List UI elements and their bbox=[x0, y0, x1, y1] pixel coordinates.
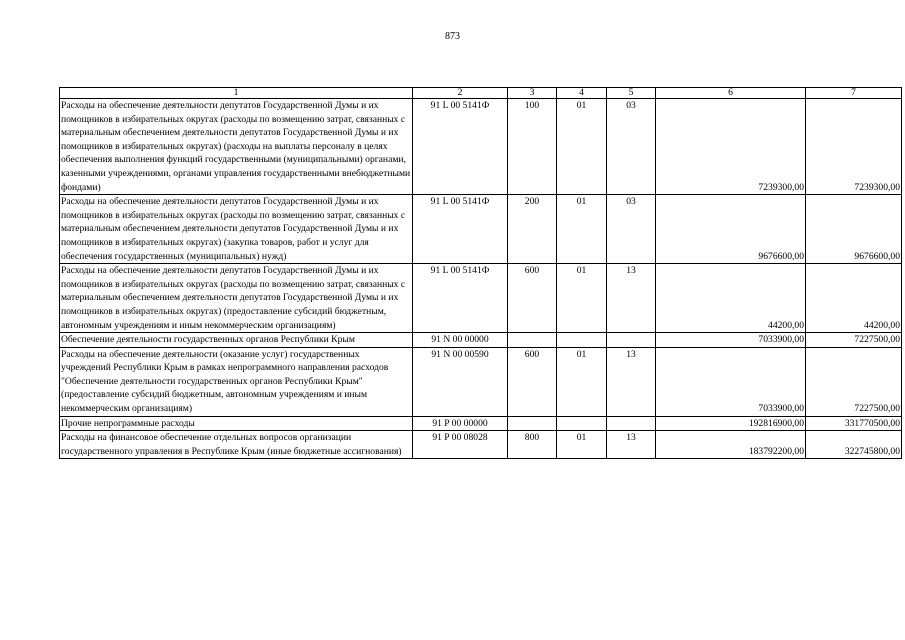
column-header: 7 bbox=[806, 88, 902, 99]
row-target-article: 91 P 00 08028 bbox=[413, 431, 508, 459]
row-amount-col6: 44200,00 bbox=[656, 264, 806, 333]
row-target-article: 91 L 00 5141Ф bbox=[413, 99, 508, 195]
row-amount-col6: 9676600,00 bbox=[656, 195, 806, 264]
row-name: Прочие непрограммные расходы bbox=[60, 416, 413, 431]
row-expense-type: 100 bbox=[508, 99, 557, 195]
row-subsection: 03 bbox=[607, 195, 656, 264]
row-subsection: 13 bbox=[607, 264, 656, 333]
column-header: 6 bbox=[656, 88, 806, 99]
row-name: Расходы на обеспечение деятельности депутатов Государственной Думы и их помощников в избирательных округах (расходы по возмещению затрат, связанных с материальным обеспечением деятельности депутатов Государственной Думы и их помощников в избирательных округах) (закупка товаров, работ и услуг для обеспечения государственных (муниципальных) нужд) bbox=[60, 195, 413, 264]
row-expense-type: 600 bbox=[508, 264, 557, 333]
row-name: Расходы на финансовое обеспечение отдельных вопросов организации государственного управления в Республике Крым (иные бюджетные ассигнования) bbox=[60, 431, 413, 459]
row-name: Расходы на обеспечение деятельности (оказание услуг) государственных учреждений Республики Крым в рамках непрограммного направления расходов "Обеспечение деятельности государственных органов Республики Крым" (предоставление субсидий бюджетным, автономным учреждениям и иным некоммерческим организациям) bbox=[60, 347, 413, 416]
row-amount-col7: 44200,00 bbox=[806, 264, 902, 333]
row-expense-type bbox=[508, 416, 557, 431]
budget-table bbox=[59, 87, 902, 459]
column-header: 2 bbox=[413, 88, 508, 99]
row-amount-col7: 9676600,00 bbox=[806, 195, 902, 264]
row-expense-type: 800 bbox=[508, 431, 557, 459]
row-expense-type: 600 bbox=[508, 347, 557, 416]
column-header: 3 bbox=[508, 88, 557, 99]
row-amount-col7: 322745800,00 bbox=[806, 431, 902, 459]
row-name: Расходы на обеспечение деятельности депутатов Государственной Думы и их помощников в избирательных округах (расходы по возмещению затрат, связанных с материальным обеспечением деятельности депутатов Государственной Думы и их помощников в избирательных округах) (предоставление субсидий бюджетным, автономным учреждениям и иным некоммерческим организациям) bbox=[60, 264, 413, 333]
row-amount-col6: 7239300,00 bbox=[656, 99, 806, 195]
row-subsection: 03 bbox=[607, 99, 656, 195]
table-row bbox=[60, 416, 902, 431]
row-target-article: 91 N 00 00000 bbox=[413, 333, 508, 348]
row-amount-col7: 7239300,00 bbox=[806, 99, 902, 195]
table-row bbox=[60, 431, 902, 459]
row-section bbox=[557, 416, 607, 431]
table-row bbox=[60, 347, 902, 416]
page-number: 873 bbox=[445, 31, 460, 42]
table-row bbox=[60, 195, 902, 264]
row-expense-type: 200 bbox=[508, 195, 557, 264]
row-section: 01 bbox=[557, 264, 607, 333]
row-target-article: 91 L 00 5141Ф bbox=[413, 264, 508, 333]
row-name: Обеспечение деятельности государственных органов Республики Крым bbox=[60, 333, 413, 348]
row-section: 01 bbox=[557, 195, 607, 264]
table-row bbox=[60, 99, 902, 195]
table-row bbox=[60, 264, 902, 333]
table-row bbox=[60, 333, 902, 348]
row-amount-col7: 331770500,00 bbox=[806, 416, 902, 431]
row-amount-col6: 7033900,00 bbox=[656, 347, 806, 416]
row-section bbox=[557, 333, 607, 348]
column-header: 4 bbox=[557, 88, 607, 99]
table-header-row bbox=[60, 88, 902, 99]
row-target-article: 91 P 00 00000 bbox=[413, 416, 508, 431]
row-target-article: 91 N 00 00590 bbox=[413, 347, 508, 416]
row-name: Расходы на обеспечение деятельности депутатов Государственной Думы и их помощников в избирательных округах (расходы по возмещению затрат, связанных с материальным обеспечением деятельности депутатов Государственной Думы и их помощников в избирательных округах) (расходы на выплаты персоналу в целях обеспечения выполнения функций государственными (муниципальными) органами, казенными учреждениями, органами управления государственными внебюджетными фондами) bbox=[60, 99, 413, 195]
row-amount-col6: 192816900,00 bbox=[656, 416, 806, 431]
row-amount-col6: 183792200,00 bbox=[656, 431, 806, 459]
row-target-article: 91 L 00 5141Ф bbox=[413, 195, 508, 264]
row-section: 01 bbox=[557, 431, 607, 459]
row-subsection bbox=[607, 416, 656, 431]
row-section: 01 bbox=[557, 99, 607, 195]
row-subsection bbox=[607, 333, 656, 348]
row-expense-type bbox=[508, 333, 557, 348]
row-subsection: 13 bbox=[607, 431, 656, 459]
row-amount-col6: 7033900,00 bbox=[656, 333, 806, 348]
row-amount-col7: 7227500,00 bbox=[806, 347, 902, 416]
row-subsection: 13 bbox=[607, 347, 656, 416]
row-amount-col7: 7227500,00 bbox=[806, 333, 902, 348]
column-header: 5 bbox=[607, 88, 656, 99]
column-header: 1 bbox=[60, 88, 413, 99]
row-section: 01 bbox=[557, 347, 607, 416]
